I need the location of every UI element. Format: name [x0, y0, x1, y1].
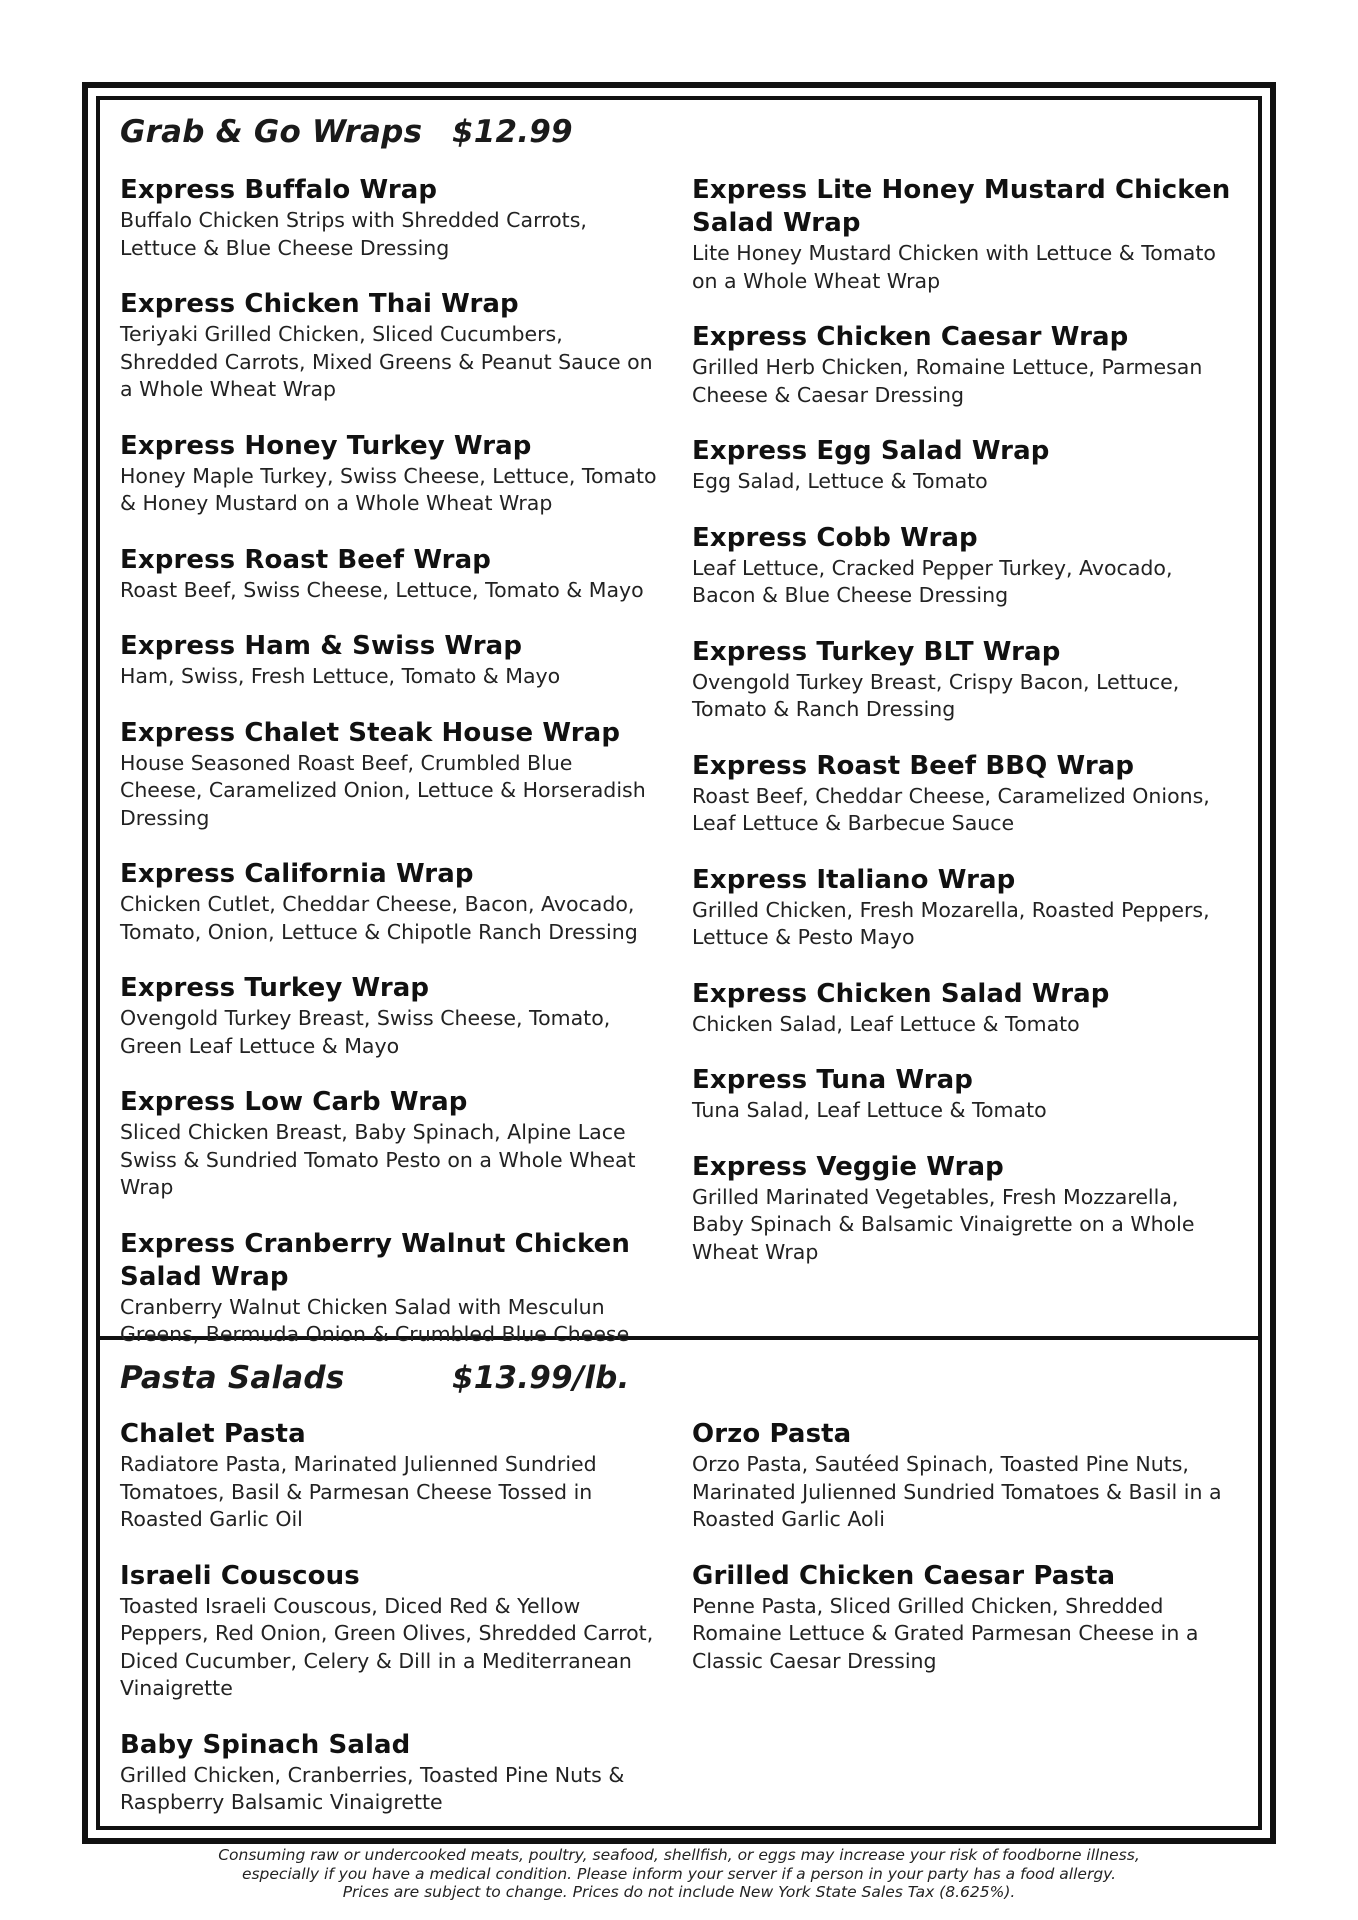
footer-line-1: Consuming raw or undercooked meats, poultry, seafood, shellfish, or eggs may increase your risk of foodborne illness,: [218, 1846, 1140, 1864]
menu-item: [692, 435, 1232, 496]
menu-item: [120, 1228, 660, 1349]
menu-item: [692, 1560, 1232, 1676]
menu-item: [692, 978, 1232, 1039]
menu-item: [120, 1086, 660, 1202]
menu-item-name: Express Turkey BLT Wrap: [692, 636, 1061, 667]
menu-item: [692, 1064, 1232, 1125]
menu-item: [120, 1560, 660, 1703]
menu-item: [692, 864, 1232, 952]
menu-item-description: House Seasoned Roast Beef, Crumbled Blue Cheese, Caramelized Onion, Lettuce & Horseradish Dressing: [120, 750, 646, 830]
menu-item-description: Roast Beef, Swiss Cheese, Lettuce, Tomato & Mayo: [120, 577, 644, 602]
menu-item-description: Roast Beef, Cheddar Cheese, Caramelized Onions, Leaf Lettuce & Barbecue Sauce: [692, 783, 1210, 835]
menu-item-description: Buffalo Chicken Strips with Shredded Carrots, Lettuce & Blue Cheese Dressing: [120, 208, 587, 260]
menu-item-name: Express Low Carb Wrap: [120, 1087, 468, 1117]
menu-item-description: Honey Maple Turkey, Swiss Cheese, Lettuce, Tomato & Honey Mustard on a Whole Wheat Wrap: [120, 463, 657, 515]
menu-item-name: Express Lite Honey Mustard Chicken Salad Wrap: [692, 175, 1231, 238]
wraps-left-column: [120, 174, 660, 1375]
menu-item-description: Ovengold Turkey Breast, Crispy Bacon, Lettuce, Tomato & Ranch Dressing: [692, 669, 1180, 721]
menu-item: [120, 858, 660, 946]
menu-item-description: Egg Salad, Lettuce & Tomato: [692, 469, 988, 493]
wraps-right-column: [692, 174, 1232, 1292]
pasta-section-price: $13.99/lb.: [452, 1360, 630, 1396]
menu-item-name: Express Chalet Steak House Wrap: [120, 717, 621, 748]
menu-item-description: Ham, Swiss, Fresh Lettuce, Tomato & Mayo: [120, 664, 561, 688]
menu-item: [120, 288, 660, 404]
menu-item-name: Express Chicken Thai Wrap: [120, 289, 519, 319]
menu-item-description: Teriyaki Grilled Chicken, Sliced Cucumbers, Shredded Carrots, Mixed Greens & Peanut Sauce on a Whole Wheat Wrap: [120, 322, 653, 401]
menu-item: [692, 1151, 1232, 1267]
menu-item-description: Grilled Chicken, Cranberries, Toasted Pine Nuts & Raspberry Balsamic Vinaigrette: [120, 1762, 625, 1814]
menu-item: [692, 321, 1232, 409]
menu-item-description: Toasted Israeli Couscous, Diced Red & Yellow Peppers, Red Onion, Green Olives, Shredded Carrot, Diced Cucumber, Celery & Dill in a Mediterranean Vinaigrette: [120, 1593, 654, 1700]
menu-item-name: Israeli Couscous: [120, 1560, 360, 1591]
menu-item-name: Grilled Chicken Caesar Pasta: [692, 1560, 1116, 1591]
menu-item-name: Express Roast Beef Wrap: [120, 544, 491, 575]
menu-item: [692, 522, 1232, 610]
menu-item-name: Express Chicken Salad Wrap: [692, 978, 1110, 1009]
pasta-right-column: [692, 1418, 1232, 1701]
menu-item-name: Express California Wrap: [120, 859, 474, 889]
menu-item: [120, 174, 660, 262]
menu-item: [120, 1729, 660, 1817]
menu-item-description: Ovengold Turkey Breast, Swiss Cheese, Tomato, Green Leaf Lettuce & Mayo: [120, 1006, 611, 1058]
menu-item-description: Cranberry Walnut Chicken Salad with Mesculun Greens, Bermuda Onion & Crumbled Blue Cheese: [120, 1294, 630, 1346]
menu-item-description: Grilled Herb Chicken, Romaine Lettuce, Parmesan Cheese & Caesar Dressing: [692, 355, 1203, 407]
menu-item: [120, 630, 660, 691]
pasta-left-column: [120, 1418, 660, 1843]
menu-item-description: Grilled Marinated Vegetables, Fresh Mozzarella, Baby Spinach & Balsamic Vinaigrette on a Whole Wheat Wrap: [692, 1184, 1195, 1264]
menu-item: [120, 972, 660, 1060]
footer-line-2: especially if you have a medical condition. Please inform your server if a person in your party has a food allergy.: [241, 1864, 1117, 1883]
menu-item: [120, 1418, 660, 1534]
footer-line-3: Prices are subject to change. Prices do not include New York State Sales Tax (8.625%).: [342, 1883, 1016, 1901]
menu-item-description: Lite Honey Mustard Chicken with Lettuce & Tomato on a Whole Wheat Wrap: [692, 241, 1216, 293]
menu-item-description: Orzo Pasta, Sautéed Spinach, Toasted Pine Nuts, Marinated Julienned Sundried Tomatoes & Basil in a Roasted Garlic Aoli: [692, 1452, 1222, 1531]
menu-item: [692, 750, 1232, 838]
menu-item-description: Penne Pasta, Sliced Grilled Chicken, Shredded Romaine Lettuce & Grated Parmesan Cheese in a Classic Caesar Dressing: [692, 1593, 1199, 1673]
menu-item-name: Express Cobb Wrap: [692, 522, 978, 553]
menu-item-name: Express Chicken Caesar Wrap: [692, 322, 1129, 352]
wraps-section-title: Grab & Go Wraps: [120, 114, 423, 150]
menu-item-description: Radiatore Pasta, Marinated Julienned Sundried Tomatoes, Basil & Parmesan Cheese Tossed in Roasted Garlic Oil: [120, 1452, 597, 1531]
menu-item-name: Express Cranberry Walnut Chicken Salad Wrap: [120, 1228, 631, 1292]
menu-item-description: Sliced Chicken Breast, Baby Spinach, Alpine Lace Swiss & Sundried Tomato Pesto on a Whole Wheat Wrap: [120, 1120, 636, 1199]
menu-item-name: Express Italiano Wrap: [692, 864, 1016, 895]
pasta-section-title: Pasta Salads: [120, 1360, 345, 1396]
menu-item-name: Orzo Pasta: [692, 1419, 852, 1449]
menu-item-name: Express Veggie Wrap: [692, 1151, 1004, 1182]
menu-item-description: Leaf Lettuce, Cracked Pepper Turkey, Avocado, Bacon & Blue Cheese Dressing: [692, 555, 1173, 607]
menu-item: [120, 717, 660, 833]
menu-item: [692, 1418, 1232, 1534]
menu-item-description: Chicken Cutlet, Cheddar Cheese, Bacon, Avocado, Tomato, Onion, Lettuce & Chipotle Ranch Dressing: [120, 892, 638, 944]
menu-item: [692, 174, 1232, 295]
menu-item-name: Chalet Pasta: [120, 1419, 306, 1449]
menu-item-name: Baby Spinach Salad: [120, 1729, 411, 1760]
menu-item-description: Chicken Salad, Leaf Lettuce & Tomato: [692, 1011, 1080, 1036]
menu-item-name: Express Honey Turkey Wrap: [120, 430, 532, 461]
menu-item: [120, 544, 660, 605]
menu-item-name: Express Tuna Wrap: [692, 1065, 973, 1095]
menu-item: [692, 636, 1232, 724]
menu-item-name: Express Egg Salad Wrap: [692, 436, 1050, 466]
menu-item-name: Express Buffalo Wrap: [120, 175, 438, 205]
menu-item: [120, 430, 660, 518]
menu-item-name: Express Ham & Swiss Wrap: [120, 631, 523, 661]
menu-item-name: Express Turkey Wrap: [120, 973, 430, 1003]
menu-item-description: Tuna Salad, Leaf Lettuce & Tomato: [692, 1098, 1047, 1122]
menu-item-name: Express Roast Beef BBQ Wrap: [692, 750, 1135, 781]
wraps-section-price: $12.99: [452, 114, 573, 150]
menu-item-description: Grilled Chicken, Fresh Mozarella, Roasted Peppers, Lettuce & Pesto Mayo: [692, 897, 1210, 949]
footer-disclaimer: [120, 1846, 1238, 1902]
